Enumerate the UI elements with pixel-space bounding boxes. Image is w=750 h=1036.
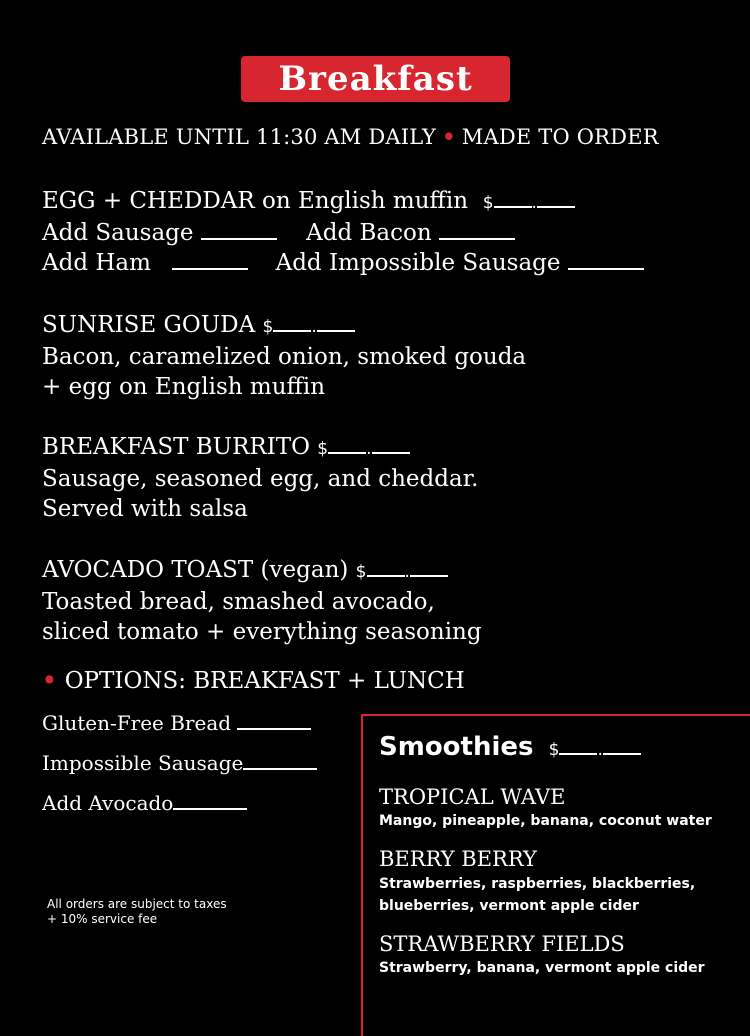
egg-cheddar-item: EGG + CHEDDAR on English muffin $ . Add Sausage Add Bacon Add Ham Add Impossible Sausage bbox=[42, 186, 644, 278]
breakfast-burrito-desc-2: Served with salsa bbox=[42, 496, 248, 522]
options-heading-text: OPTIONS: BREAKFAST + LUNCH bbox=[64, 668, 465, 694]
option-add-avocado bbox=[42, 790, 247, 815]
option-gluten-free-label: Gluten-Free Bread bbox=[42, 711, 232, 735]
smoothie-name: BERRY BERRY bbox=[379, 847, 537, 871]
sunrise-gouda-title: SUNRISE GOUDA bbox=[42, 312, 256, 338]
price-blank-line bbox=[328, 434, 366, 454]
note-line-1: All orders are subject to taxes bbox=[47, 897, 227, 911]
menu-title-banner bbox=[241, 56, 510, 102]
smoothie-desc: Strawberry, banana, vermont apple cider bbox=[379, 960, 705, 976]
option-gluten-free bbox=[42, 710, 311, 735]
egg-cheddar-title: EGG + CHEDDAR on English muffin bbox=[42, 188, 469, 214]
sunrise-gouda-desc-2: + egg on English muffin bbox=[42, 374, 326, 400]
breakfast-burrito-item: BREAKFAST BURRITO $ . Sausage, seasoned egg, and cheddar. Served with salsa bbox=[42, 434, 479, 522]
price-blank-line bbox=[367, 557, 405, 577]
blank-line bbox=[568, 250, 644, 270]
bullet-dot-icon: • bbox=[42, 667, 57, 694]
blank-line bbox=[172, 250, 248, 270]
price-symbol: $ bbox=[548, 740, 560, 760]
service-fee-note bbox=[47, 897, 227, 927]
price-symbol: $ bbox=[317, 439, 329, 459]
smoothie-name: STRAWBERRY FIELDS bbox=[379, 932, 625, 956]
blank-line bbox=[237, 710, 311, 730]
breakfast-burrito-desc-1: Sausage, seasoned egg, and cheddar. bbox=[42, 466, 479, 492]
price-blank-line bbox=[317, 312, 355, 332]
breakfast-burrito-title: BREAKFAST BURRITO bbox=[42, 434, 310, 460]
add-sausage-label: Add Sausage bbox=[42, 220, 194, 246]
availability-text: AVAILABLE UNTIL 11:30 AM DAILY bbox=[42, 125, 437, 149]
note-line-2: + 10% service fee bbox=[47, 912, 158, 926]
option-impossible-label: Impossible Sausage bbox=[42, 751, 244, 775]
option-impossible-sausage bbox=[42, 750, 317, 775]
option-avocado-label: Add Avocado bbox=[42, 791, 174, 815]
price-blank-line bbox=[603, 735, 641, 755]
blank-line bbox=[201, 220, 277, 240]
menu-title: Breakfast bbox=[278, 59, 473, 99]
price-blank-line bbox=[494, 188, 532, 208]
smoothies-title: Smoothies bbox=[379, 732, 534, 762]
smoothie-desc: Mango, pineapple, banana, coconut water bbox=[379, 813, 712, 829]
sunrise-gouda-desc-1: Bacon, caramelized onion, smoked gouda bbox=[42, 344, 527, 370]
price-symbol: $ bbox=[355, 562, 367, 582]
price-blank-line bbox=[537, 188, 575, 208]
price-blank-line bbox=[410, 557, 448, 577]
price-symbol: $ bbox=[482, 193, 494, 213]
blank-line bbox=[173, 790, 247, 810]
price-blank-line bbox=[372, 434, 410, 454]
smoothies-heading: Smoothies $ . bbox=[379, 732, 641, 762]
availability-line bbox=[42, 124, 659, 149]
add-ham-label: Add Ham bbox=[42, 250, 151, 276]
avocado-toast-desc-1: Toasted bread, smashed avocado, bbox=[42, 589, 435, 615]
blank-line bbox=[243, 750, 317, 770]
price-symbol: $ bbox=[262, 317, 274, 337]
avocado-toast-desc-2: sliced tomato + everything seasoning bbox=[42, 619, 482, 645]
price-blank-line bbox=[273, 312, 311, 332]
avocado-toast-item: AVOCADO TOAST (vegan) $ . Toasted bread, smashed avocado, sliced tomato + everything seasoning bbox=[42, 557, 482, 645]
smoothie-desc: blueberries, vermont apple cider bbox=[379, 898, 639, 914]
smoothie-desc: Strawberries, raspberries, blackberries, bbox=[379, 876, 696, 892]
add-bacon-label: Add Bacon bbox=[306, 220, 432, 246]
smoothie-name: TROPICAL WAVE bbox=[379, 785, 566, 809]
made-to-order-text: MADE TO ORDER bbox=[461, 125, 659, 149]
sunrise-gouda-item: SUNRISE GOUDA $ . Bacon, caramelized onion, smoked gouda + egg on English muffin bbox=[42, 312, 527, 400]
price-blank-line bbox=[559, 735, 597, 755]
options-heading bbox=[42, 667, 465, 694]
add-impossible-label: Add Impossible Sausage bbox=[275, 250, 561, 276]
blank-line bbox=[439, 220, 515, 240]
avocado-toast-title: AVOCADO TOAST (vegan) bbox=[42, 557, 349, 583]
bullet-dot-icon: • bbox=[442, 124, 456, 149]
